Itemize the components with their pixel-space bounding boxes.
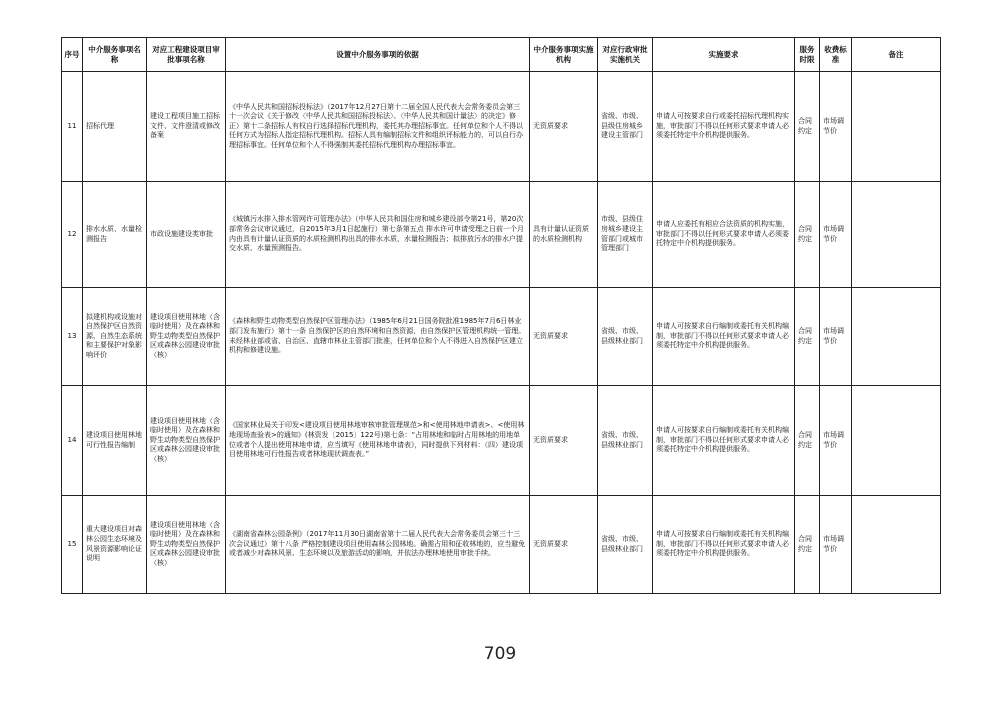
basis-text: 《城镇污水排入排水管网许可管理办法》（中华人民共和国住房和城乡建设部令第21号，第20次部常务会议审议通过，自2015年3月1日起施行）第七条第五点 排水许可申请受理之日前一个月内由具有计量认证资质的水质检测机构出具的排水水质、水量检测报告；拟排放污水的排水户提交水质、水量预测报告。 — [226, 182, 530, 288]
table-row — [62, 496, 941, 594]
note — [852, 496, 941, 594]
service-time: 合同约定 — [795, 72, 820, 182]
row-no: 11 — [62, 72, 83, 182]
service-name: 招标代理 — [83, 72, 147, 182]
header-approval-item: 对应工程建设项目审批事项名称 — [147, 38, 226, 72]
fee-standard: 市场调节价 — [820, 72, 852, 182]
agency: 无资质要求 — [530, 72, 598, 182]
fee-standard: 市场调节价 — [820, 496, 852, 594]
service-name: 排水水质、水量检测报告 — [83, 182, 147, 288]
service-time: 合同约定 — [795, 386, 820, 496]
agency: 无资质要求 — [530, 496, 598, 594]
approval-dept: 市级、县级住房城乡建设主管部门或城市管理部门 — [598, 182, 653, 288]
header-service-name: 中介服务事项名称 — [83, 38, 147, 72]
table-row — [62, 288, 941, 386]
header-approval-dept: 对应行政审批实施机关 — [598, 38, 653, 72]
basis-text: 《中华人民共和国招标投标法》（2017年12月27日第十二届全国人民代表大会常务委员会第三十一次会议《关于修改〈中华人民共和国招标投标法〉、〈中华人民共和国计量法〉的决定》修正）第十二条招标人有权自行选择招标代理机构，委托其办理招标事宜。任何单位和个人不得以任何方式为招标人指定招标代理机构。招标人具有编制招标文件和组织评标能力的，可以自行办理招标事宜。任何单位和个人不得强制其委托招标代理机构办理招标事宜。 — [226, 72, 530, 182]
table-row — [62, 72, 941, 182]
service-name: 重大建设项目对森林公园生态环境及风景资源影响论证说明 — [83, 496, 147, 594]
header-note: 备注 — [852, 38, 941, 72]
approval-dept: 省级、市级、县级林业部门 — [598, 288, 653, 386]
agency: 无资质要求 — [530, 386, 598, 496]
fee-standard: 市场调节价 — [820, 182, 852, 288]
approval-item: 建设项目使用林地（含临时使用）及在森林和野生动物类型自然保护区或森林公园建设审批（核） — [147, 386, 226, 496]
service-name: 建设项目使用林地可行性报告编制 — [83, 386, 147, 496]
approval-item: 建设项目使用林地（含临时使用）及在森林和野生动物类型自然保护区或森林公园建设审批（核） — [147, 288, 226, 386]
requirements: 申请人可按要求自行编制或委托有关机构编制，审批部门不得以任何形式要求申请人必须委托特定中介机构提供服务。 — [653, 496, 795, 594]
note — [852, 182, 941, 288]
row-no: 14 — [62, 386, 83, 496]
service-name: 拟建机构或设施对自然保护区自然资源、自然生态系统和主要保护对象影响评价 — [83, 288, 147, 386]
approval-item: 建设项目使用林地（含临时使用）及在森林和野生动物类型自然保护区或森林公园建设审批（核） — [147, 496, 226, 594]
table-header-row — [62, 38, 941, 72]
basis-text: 《湖南省森林公园条例》（2017年11月30日湖南省第十二届人民代表大会常务委员会第三十三次会议通过）第十八条 严格控制建设项目使用森林公园林地。确需占用和征收林地的，应当避免或者减少对森林风景、生态环境以及旅游活动的影响，并依法办理林地使用审批手续。 — [226, 496, 530, 594]
fee-standard: 市场调节价 — [820, 386, 852, 496]
approval-dept: 省级、市级、县级林业部门 — [598, 386, 653, 496]
basis-text: 《国家林业局关于印发<建设项目使用林地审核审批管理规范>和<使用林地申请表>、<使用林地现场查验表>的通知》(林资发〔2015〕122号)第七条：“占用林地和临时占用林地的用地单位或者个人提出使用林地申请，应当填写《使用林地申请表》，同时提供下列材料：（四）建设项目使用林地可行性报告或者林地现状调查表。” — [226, 386, 530, 496]
approval-item: 市政设施建设类审批 — [147, 182, 226, 288]
service-time: 合同约定 — [795, 182, 820, 288]
row-no: 12 — [62, 182, 83, 288]
service-time: 合同约定 — [795, 288, 820, 386]
service-time: 合同约定 — [795, 496, 820, 594]
note — [852, 288, 941, 386]
fee-standard: 市场调节价 — [820, 288, 852, 386]
table-row — [62, 182, 941, 288]
table-row — [62, 386, 941, 496]
header-requirements: 实施要求 — [653, 38, 795, 72]
requirements: 申请人可按要求自行编制或委托有关机构编制，审批部门不得以任何形式要求申请人必须委托特定中介机构提供服务。 — [653, 386, 795, 496]
header-no: 序号 — [62, 38, 83, 72]
requirements: 申请人可按要求自行编制或委托有关机构编制，审批部门不得以任何形式要求申请人必须委托特定中介机构提供服务。 — [653, 288, 795, 386]
header-fee: 收费标准 — [820, 38, 852, 72]
requirements: 申请人应委托有相应合法资质的机构实施，审批部门不得以任何形式要求申请人必须委托特定中介机构提供服务。 — [653, 182, 795, 288]
approval-dept: 省级、市级、县级林业部门 — [598, 496, 653, 594]
agency: 具有计量认证资质的水质检测机构 — [530, 182, 598, 288]
basis-text: 《森林和野生动物类型自然保护区管理办法》（1985年6月21日国务院批准1985年7月6日林业部门发布施行）第十一条 自然保护区的自然环境和自然资源，由自然保护区管理机构统一管理。未经林业部或省、自治区、直辖市林业主管部门批准，任何单位和个人不得进入自然保护区建立机构和修建设施。 — [226, 288, 530, 386]
intermediary-services-table — [61, 37, 941, 594]
agency: 无资质要求 — [530, 288, 598, 386]
page-number: 709 — [483, 644, 517, 664]
header-service-time: 服务时限 — [795, 38, 820, 72]
header-basis: 设置中介服务事项的依据 — [226, 38, 530, 72]
requirements: 申请人可按要求自行或委托招标代理机构实施，审批部门不得以任何形式要求申请人必须委托特定中介机构提供服务。 — [653, 72, 795, 182]
row-no: 15 — [62, 496, 83, 594]
approval-item: 建设工程项目施工招标文件、文件澄清或修改备案 — [147, 72, 226, 182]
note — [852, 386, 941, 496]
note — [852, 72, 941, 182]
approval-dept: 省级、市级、县级住房城乡建设主管部门 — [598, 72, 653, 182]
header-agency: 中介服务事项实施机构 — [530, 38, 598, 72]
row-no: 13 — [62, 288, 83, 386]
